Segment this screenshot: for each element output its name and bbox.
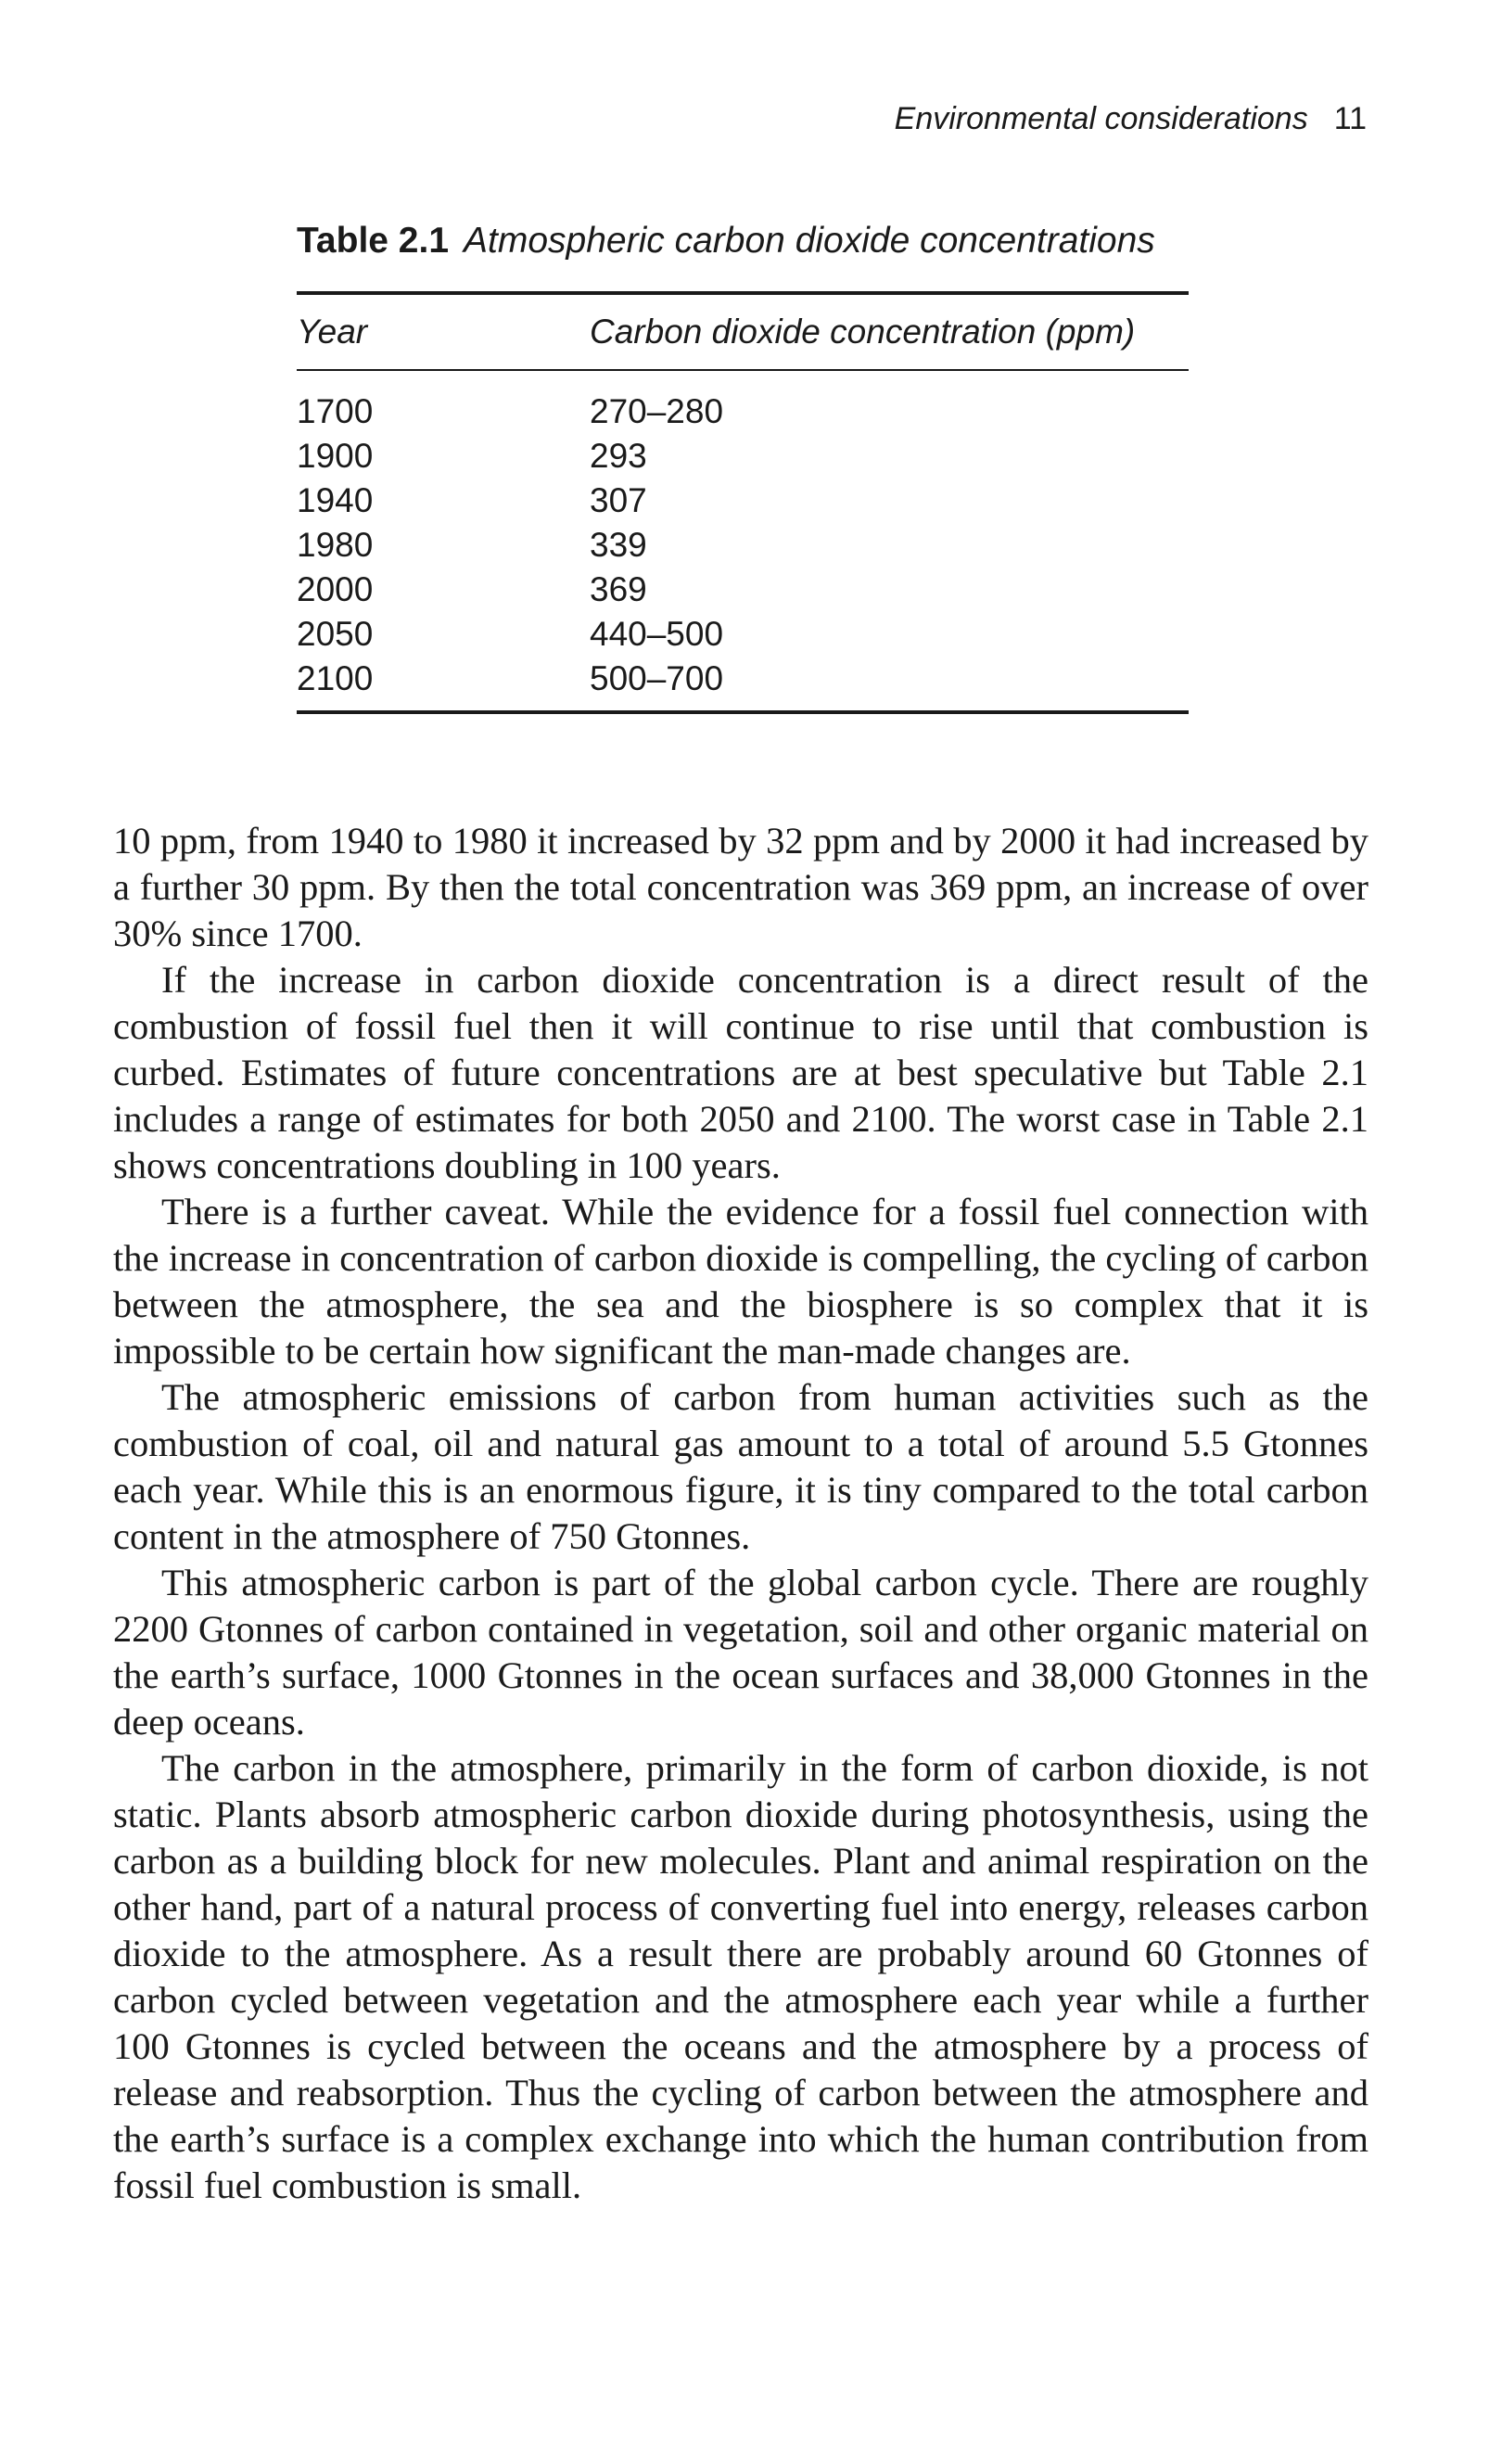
cell-concentration: 500–700 <box>590 659 724 697</box>
table-row <box>297 389 1189 434</box>
table-header-rule <box>297 369 1189 371</box>
cell-year: 2100 <box>297 659 374 697</box>
table-bottom-rule <box>297 710 1189 714</box>
paragraph: This atmospheric carbon is part of the global carbon cycle. There are roughly 2200 Gtonnes of carbon contained in vegetation, soil and other organic material on the earth’s surface, 1000 Gtonnes in the ocean surfaces and 38,000 Gtonnes in the deep oceans. <box>113 1562 1368 1743</box>
paragraph: 10 ppm, from 1940 to 1980 it increased by 32 ppm and by 2000 it had increased by a further 30 ppm. By then the total concentration was 369 ppm, an increase of over 30% since 1700. <box>113 820 1368 954</box>
page-number: 11 <box>1333 101 1367 136</box>
table-row <box>297 657 1189 701</box>
cell-year: 1700 <box>297 392 374 430</box>
paragraph: There is a further caveat. While the evidence for a fossil fuel connection with the increase in concentration of carbon dioxide is compelling, the cycling of carbon between the atmosphere, the sea and the biosphere is so complex that it is impossible to be certain how significant the man-made changes are. <box>113 1191 1368 1372</box>
table-caption <box>297 219 1189 263</box>
cell-concentration: 307 <box>590 481 647 519</box>
cell-concentration: 339 <box>590 526 647 564</box>
column-header-year: Year <box>297 313 368 351</box>
cell-concentration: 440–500 <box>590 615 724 653</box>
running-head-section: Environmental considerations <box>894 101 1308 136</box>
running-head <box>0 100 1367 137</box>
cell-concentration: 369 <box>590 570 647 608</box>
table-row <box>297 568 1189 612</box>
cell-year: 1940 <box>297 481 374 519</box>
table-row <box>297 434 1189 479</box>
table-body <box>297 389 1189 701</box>
table-row <box>297 523 1189 568</box>
body-text <box>113 818 1368 2209</box>
cell-concentration: 293 <box>590 437 647 475</box>
cell-year: 1980 <box>297 526 374 564</box>
table-label: Table 2.1 <box>297 221 450 261</box>
paragraph: If the increase in carbon dioxide concentration is a direct result of the combustion of fossil fuel then it will continue to rise until that combustion is curbed. Estimates of future concentrations are at best speculative but Table 2.1 includes a range of estimates for both 2050 and 2100. The worst case in Table 2.1 shows concentrations doubling in 100 years. <box>113 959 1368 1186</box>
table-title: Atmospheric carbon dioxide concentrations <box>464 221 1155 261</box>
table-row <box>297 479 1189 523</box>
cell-year: 1900 <box>297 437 374 475</box>
table-top-rule <box>297 291 1189 295</box>
table-row <box>297 612 1189 657</box>
column-header-concentration: Carbon dioxide concentration (ppm) <box>590 313 1136 351</box>
paragraph: The carbon in the atmosphere, primarily in the form of carbon dioxide, is not static. Plants absorb atmospheric carbon dioxide during photosynthesis, using the carbon as a building block for new molecules. Plant and animal respiration on the other hand, part of a natural process of converting fuel into energy, releases carbon dioxide to the atmosphere. As a result there are probably around 60 Gtonnes of carbon cycled between vegetation and the atmosphere each year while a further 100 Gtonnes is cycled between the oceans and the atmosphere by a process of release and reabsorption. Thus the cycling of carbon between the atmosphere and the earth’s surface is a complex exchange into which the human contribution from fossil fuel combustion is small. <box>113 1747 1368 2206</box>
paragraph: The atmospheric emissions of carbon from human activities such as the combustion of coal, oil and natural gas amount to a total of around 5.5 Gtonnes each year. While this is an enormous figure, it is tiny compared to the total carbon content in the atmosphere of 750 Gtonnes. <box>113 1376 1368 1557</box>
cell-year: 2000 <box>297 570 374 608</box>
cell-year: 2050 <box>297 615 374 653</box>
cell-concentration: 270–280 <box>590 392 724 430</box>
table-2-1 <box>297 219 1189 697</box>
